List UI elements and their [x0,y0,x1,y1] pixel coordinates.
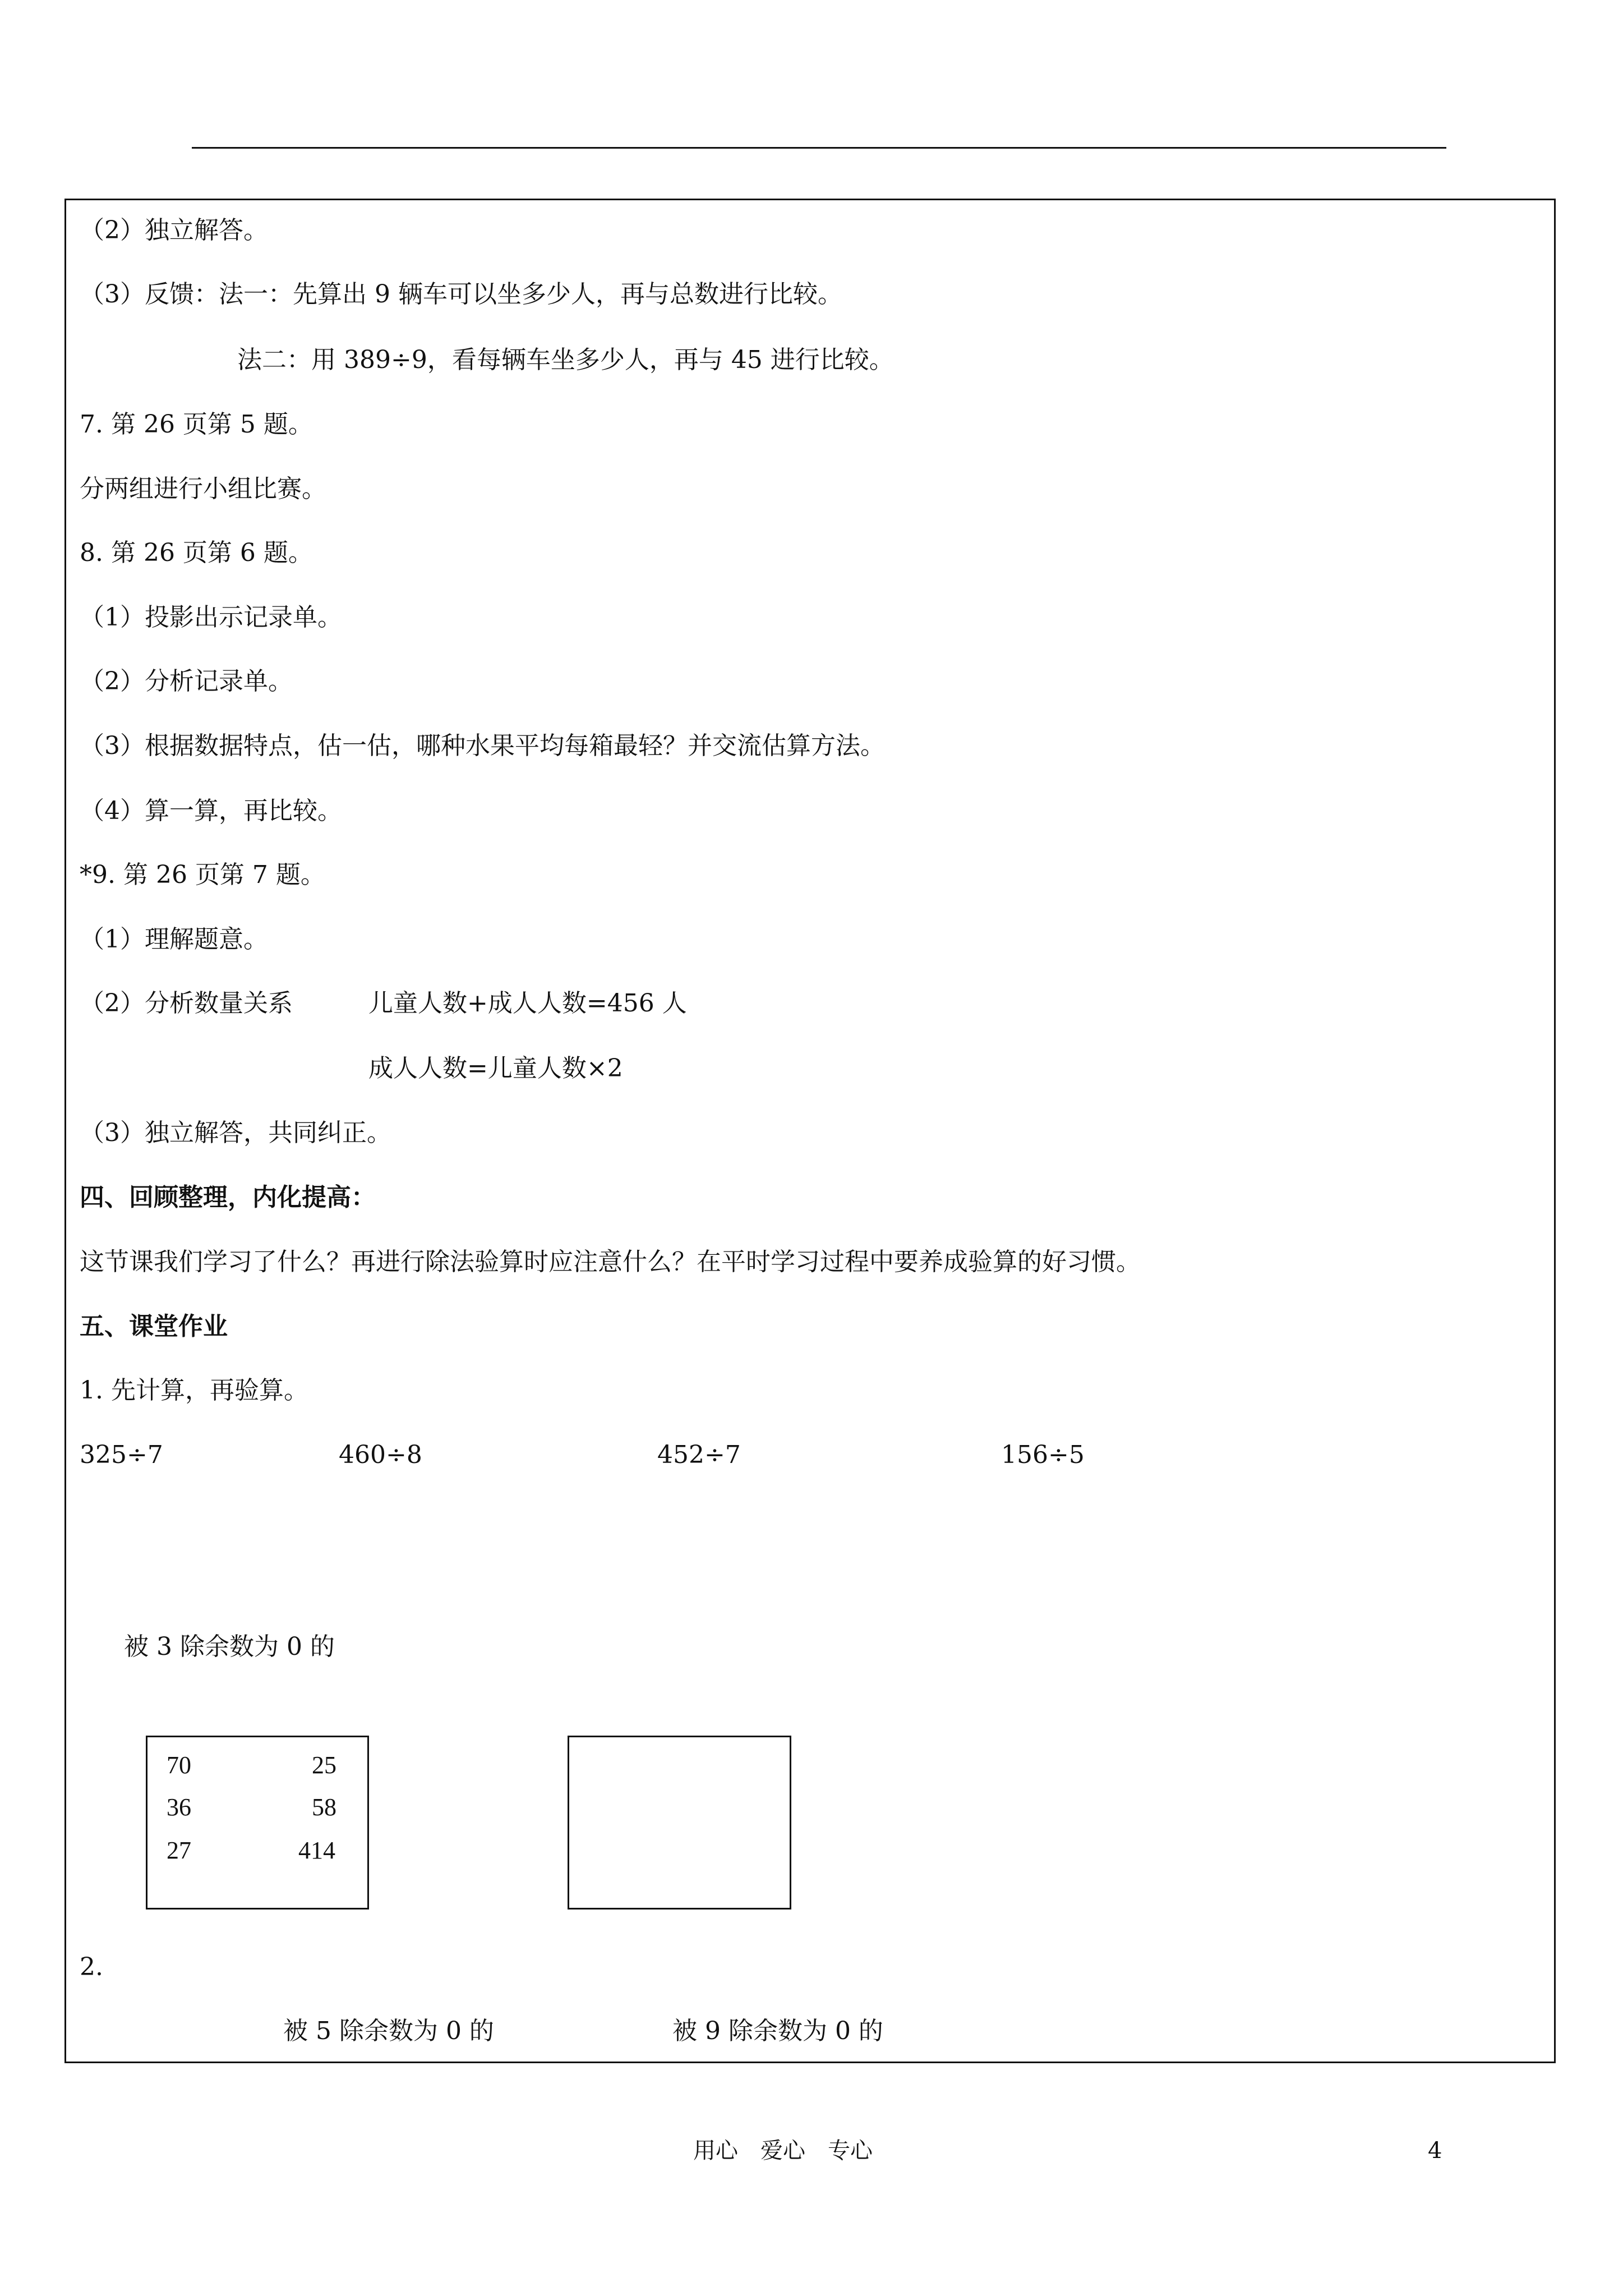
exercise-7-heading: 7. 第 26 页第 5 题。 [80,410,313,439]
label-divisible-by-5: 被 5 除余数为 0 的 [283,2017,494,2045]
division-exercise-4: 156÷5 [1001,1441,1085,1469]
number-item: 27 [167,1837,191,1864]
label-divisible-by-9: 被 9 除余数为 0 的 [672,2017,883,2045]
exercise-8-step-2: （2）分析记录单。 [80,667,293,696]
header-rule [192,147,1446,149]
number-item: 70 [167,1751,191,1779]
label-divisible-by-3: 被 3 除余数为 0 的 [124,1632,335,1661]
exercise-9-step-1: （1）理解题意。 [80,925,268,954]
number-item: 58 [312,1793,336,1821]
page-number: 4 [1428,2138,1442,2164]
step-feedback-method-two: 法二：用 389÷9，看每辆车坐多少人，再与 45 进行比较。 [237,346,894,374]
exercise-8-step-3: （3）根据数据特点，估一估，哪种水果平均每箱最轻？并交流估算方法。 [80,731,885,760]
section-5-heading: 五、课堂作业 [80,1312,228,1341]
exercise-7-instruction: 分两组进行小组比赛。 [80,475,326,503]
exercise-9-step-2: （2）分析数量关系 [80,989,293,1018]
division-exercise-2: 460÷8 [339,1441,422,1469]
answer-box-divisible-by-3 [568,1736,791,1910]
number-item: 414 [298,1837,335,1864]
section-4-heading: 四、回顾整理，内化提高： [80,1183,376,1212]
section-4-body: 这节课我们学习了什么？再进行除法验算时应注意什么？在平时学习过程中要养成验算的好习惯。 [80,1248,1141,1276]
number-item: 25 [312,1751,336,1779]
step-independent-answer: （2）独立解答。 [80,216,268,245]
homework-1-heading: 1. 先计算，再验算。 [80,1376,308,1405]
exercise-8-step-4: （4）算一算，再比较。 [80,797,342,825]
footer-motto: 用心 爱心 专心 [693,2138,873,2164]
exercise-8-step-1: （1）投影出示记录单。 [80,603,342,632]
quantity-relation-2: 成人人数=儿童人数×2 [368,1054,623,1083]
exercise-9-heading: *9. 第 26 页第 7 题。 [80,861,325,889]
quantity-relation-1: 儿童人数+成人人数=456 人 [368,989,687,1018]
division-exercise-3: 452÷7 [657,1441,741,1469]
homework-2-heading: 2. [80,1953,103,1981]
division-exercise-1: 325÷7 [80,1441,163,1469]
step-feedback-method-one: （3）反馈：法一：先算出 9 辆车可以坐多少人，再与总数进行比较。 [80,280,842,309]
exercise-9-step-3: （3）独立解答，共同纠正。 [80,1119,391,1147]
exercise-8-heading: 8. 第 26 页第 6 题。 [80,539,313,567]
number-item: 36 [167,1793,191,1821]
